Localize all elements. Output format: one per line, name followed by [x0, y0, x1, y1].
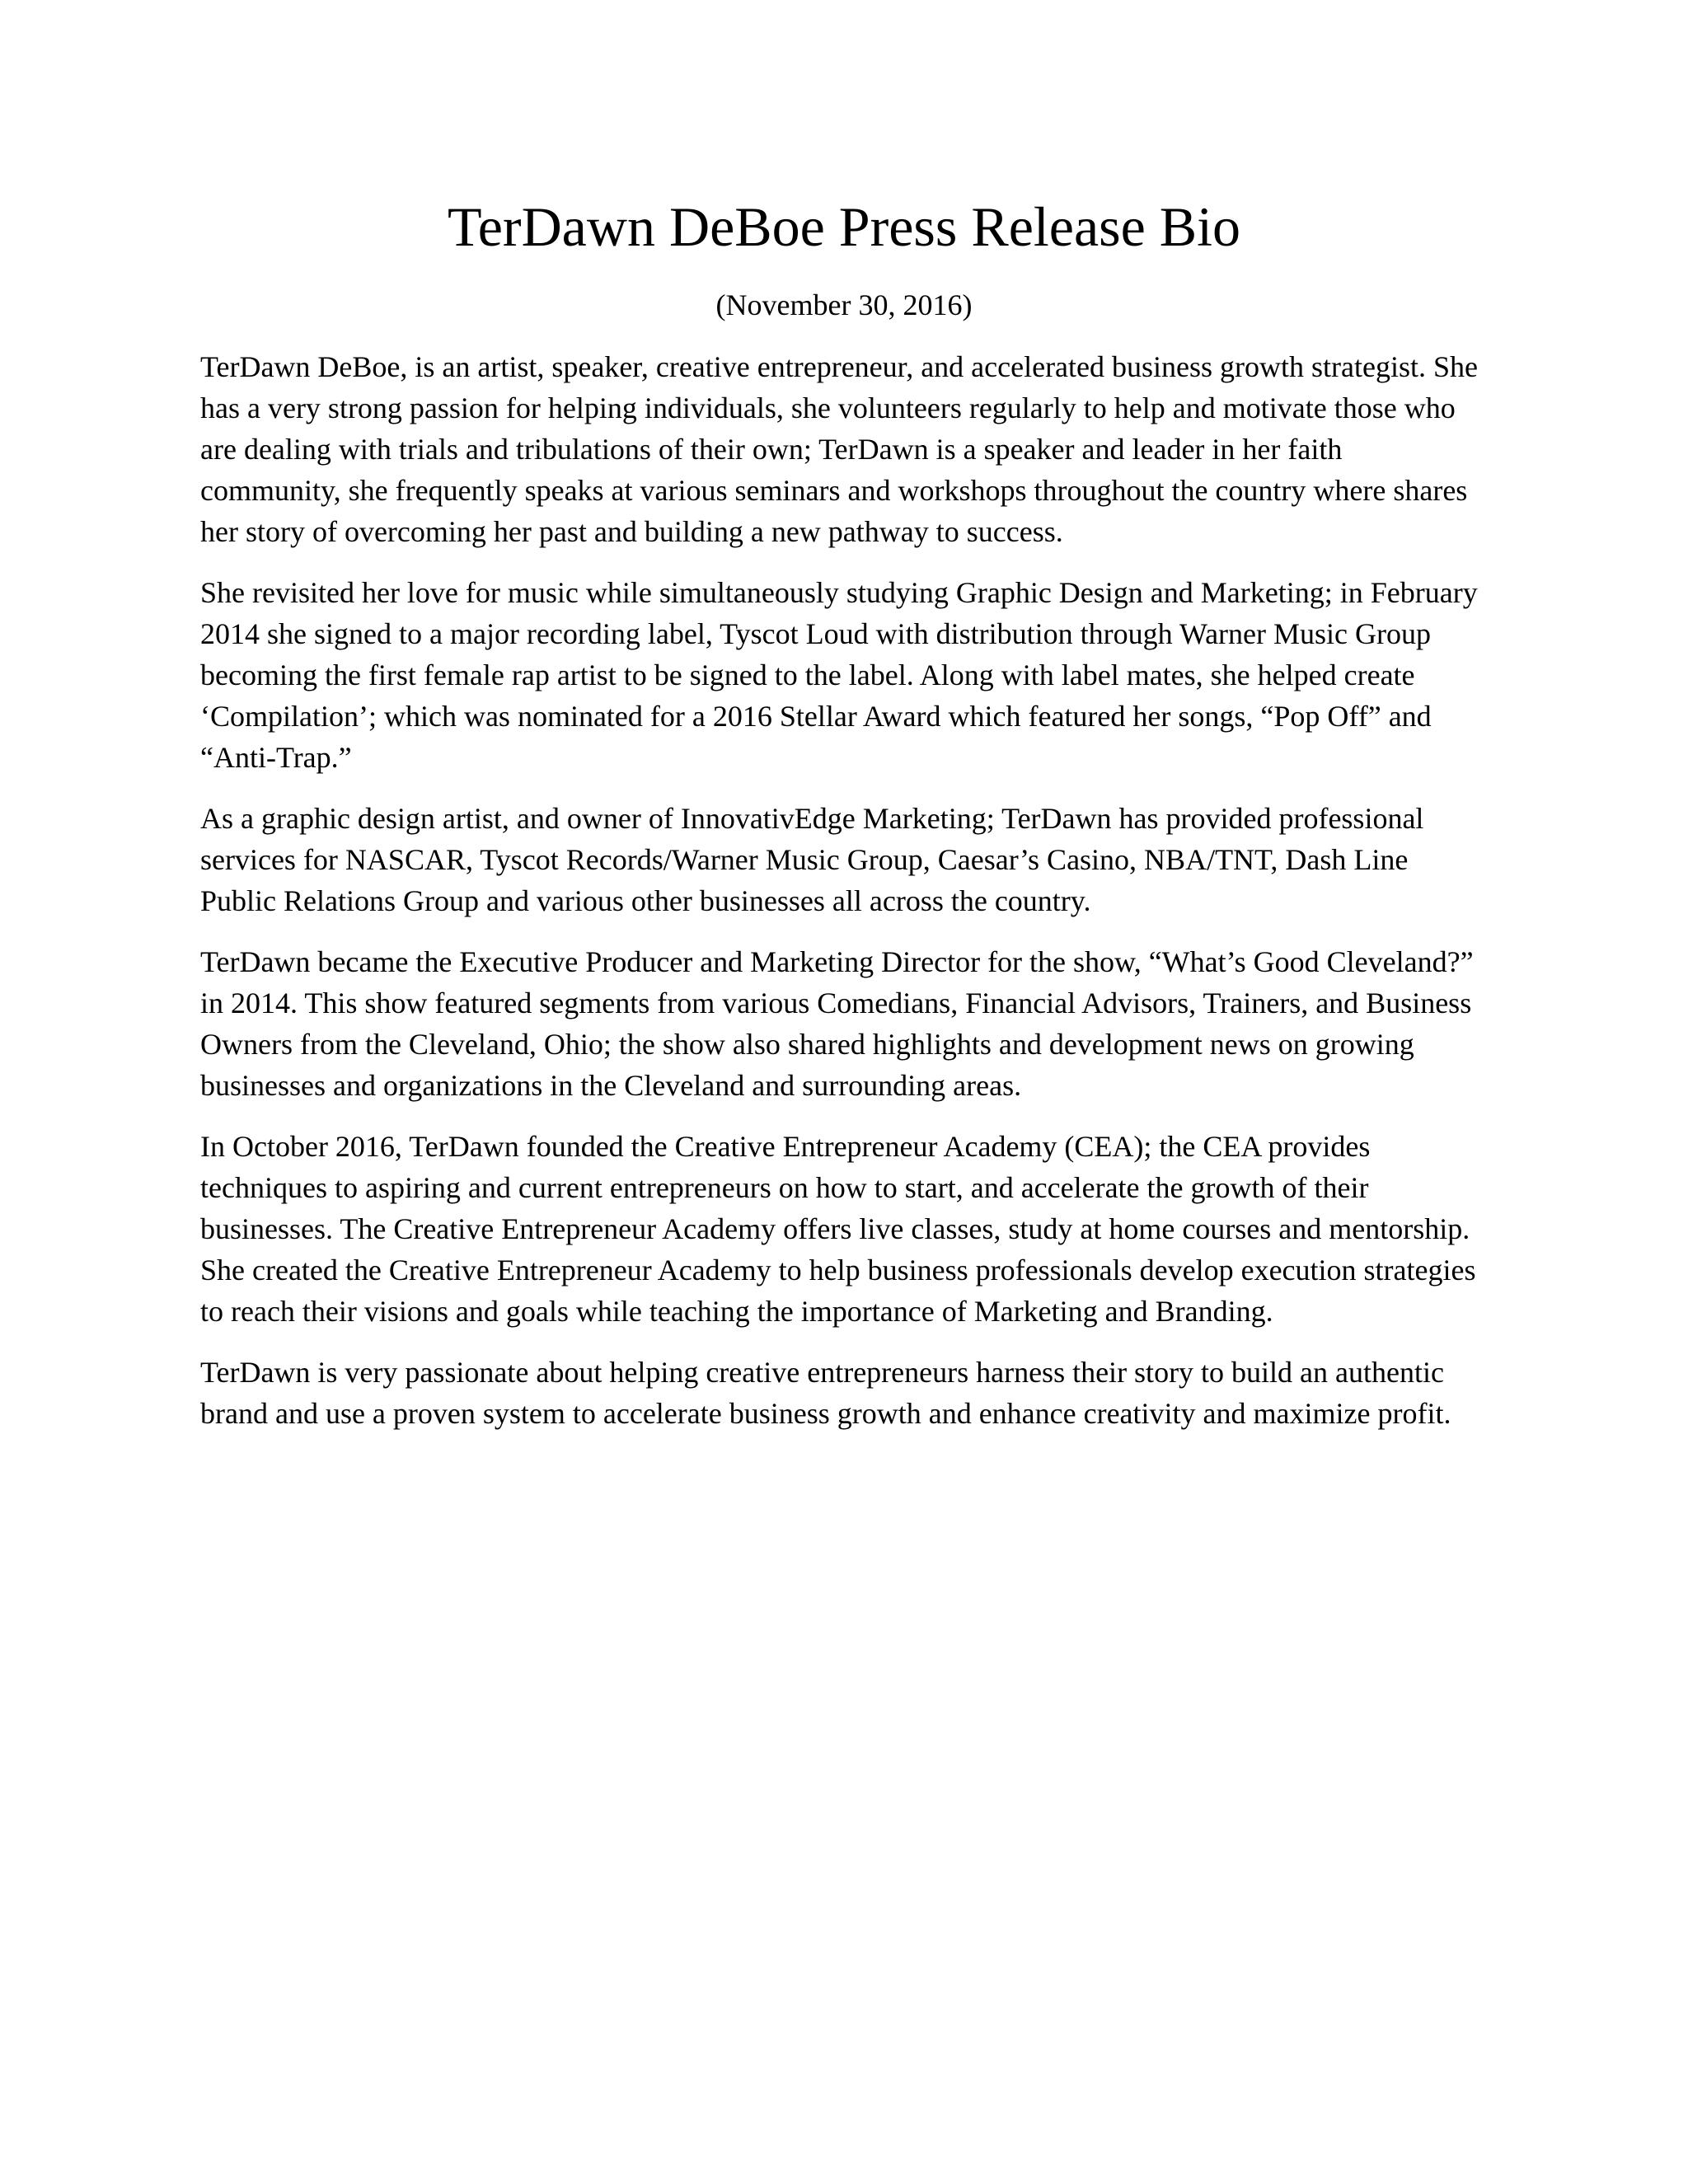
- document-title: TerDawn DeBoe Press Release Bio: [447, 195, 1241, 258]
- paragraph-music: She revisited her love for music while simultaneously studying Graphic Design and Marketing; in February 2014 she signed to a major recording label, Tyscot Loud with distribution through Warner Music Group becoming the first female rap artist to be signed to the label. Along with label mates, she helped create ‘Compilation’; which was nominated for a 2016 Stellar Award which featured her songs, “Pop Off” and “Anti-Trap.”: [200, 576, 1478, 774]
- paragraph-design: As a graphic design artist, and owner of InnovativEdge Marketing; TerDawn has provided professional services for NASCAR, Tyscot Records/Warner Music Group, Caesar’s Casino, NBA/TNT, Dash Line Public Relations Group and various other businesses all across the country.: [200, 802, 1424, 917]
- paragraph-intro: TerDawn DeBoe, is an artist, speaker, creative entrepreneur, and accelerated business growth strategist. She has a very strong passion for helping individuals, she volunteers regularly to help and motivate those who are dealing with trials and tribulations of their own; TerDawn is a speaker and leader in her faith community, she frequently speaks at various seminars and workshops throughout the country where shares her story of overcoming her past and building a new pathway to success.: [200, 350, 1478, 548]
- paragraph-show: TerDawn became the Executive Producer and Marketing Director for the show, “What’s Good Cleveland?” in 2014. This show featured segments from various Comedians, Financial Advisors, Trainers, and Business Owners from the Cleveland, Ohio; the show also shared highlights and development news on growing businesses and organizations in the Cleveland and surrounding areas.: [200, 945, 1474, 1102]
- document-date: (November 30, 2016): [715, 288, 973, 321]
- paragraph-closing: TerDawn is very passionate about helping creative entrepreneurs harness their story to build an authentic brand and use a proven system to accelerate business growth and enhance creativity and maximize profit.: [200, 1356, 1451, 1430]
- document-body: [200, 346, 1486, 1454]
- paragraph-academy: In October 2016, TerDawn founded the Creative Entrepreneur Academy (CEA); the CEA provides techniques to aspiring and current entrepreneurs on how to start, and accelerate the growth of their businesses. The Creative Entrepreneur Academy offers live classes, study at home courses and mentorship. She created the Creative Entrepreneur Academy to help business professionals develop execution strategies to reach their visions and goals while teaching the importance of Marketing and Branding.: [200, 1130, 1476, 1328]
